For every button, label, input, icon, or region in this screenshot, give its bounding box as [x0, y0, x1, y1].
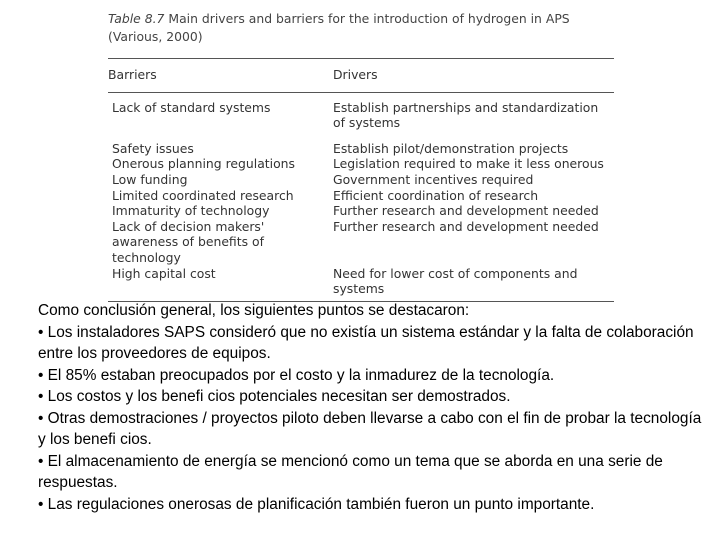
barrier-cell: Safety issues [112, 140, 194, 156]
driver-cell: Legislation required to make it less onerous [333, 156, 604, 172]
drivers-barriers-table [108, 59, 614, 297]
table-row [108, 203, 614, 219]
bullet-item: • Los instaladores SAPS consideró que no existía un sistema estándar y la falta de colaboración entre los proveedores de equipos. [38, 323, 694, 362]
driver-cell: Government incentives required [333, 171, 534, 187]
driver-cell: Need for lower cost of components and systems [333, 265, 578, 297]
table-row [108, 172, 614, 188]
driver-cell: Establish partnerships and standardization of systems [333, 99, 599, 131]
conclusions-text [38, 300, 708, 515]
bullet-item: • Las regulaciones onerosas de planificación también fueron un punto importante. [38, 495, 595, 513]
driver-cell: Further research and development needed [333, 203, 599, 219]
table-row [108, 131, 614, 157]
table-row [108, 93, 614, 131]
barrier-cell: Low funding [112, 171, 188, 187]
driver-cell: Establish pilot/demonstration projects [333, 140, 569, 156]
barrier-cell: Lack of standard systems [112, 99, 271, 115]
table-row [108, 188, 614, 204]
bullet-item: • El almacenamiento de energía se mencionó como un tema que se aborda en una serie de respuestas. [38, 452, 663, 491]
driver-cell: Further research and development needed [333, 218, 599, 234]
barrier-cell: High capital cost [112, 265, 216, 281]
header-drivers: Drivers [333, 67, 378, 82]
table-block [108, 8, 614, 302]
table-row [108, 219, 614, 266]
table-caption [108, 10, 614, 46]
barrier-cell: Limited coordinated research [112, 187, 294, 203]
header-barriers: Barriers [108, 67, 157, 82]
barrier-cell: Lack of decision makers' awareness of benefits of technology [112, 218, 265, 265]
barrier-cell: Onerous planning regulations [112, 156, 295, 172]
bullet-item: • El 85% estaban preocupados por el costo y la inmadurez de la tecnología. [38, 366, 555, 384]
table-header-row [108, 59, 614, 89]
bullet-item: • Otras demostraciones / proyectos piloto deben llevarse a cabo con el fin de probar la tecnología y los benefi cios. [38, 409, 702, 448]
barrier-cell: Immaturity of technology [112, 203, 270, 219]
table-number: Table 8.7 [108, 11, 165, 26]
table-source: (Various, 2000) [108, 29, 203, 44]
driver-cell: Efficient coordination of research [333, 187, 539, 203]
conclusions-intro: Como conclusión general, los siguientes puntos se destacaron: [38, 302, 470, 319]
table-row [108, 266, 614, 297]
bullet-item: • Los costos y los benefi cios potenciales necesitan ser demostrados. [38, 388, 511, 405]
table-title: Main drivers and barriers for the introduction of hydrogen in APS [168, 11, 570, 26]
table-row [108, 156, 614, 172]
